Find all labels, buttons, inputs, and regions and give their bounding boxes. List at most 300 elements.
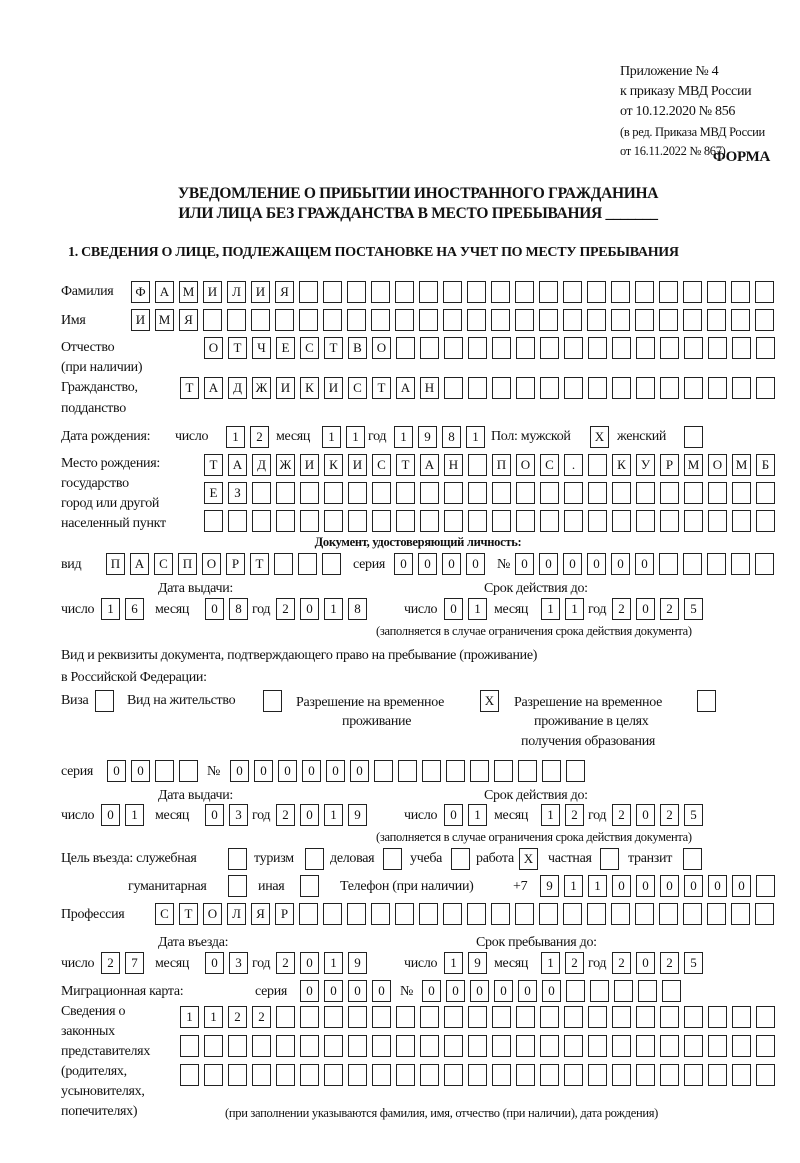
cell-phone[interactable]: 0 [708, 875, 727, 897]
cell-doc-kind[interactable]: А [130, 553, 149, 575]
cell-phone[interactable]: 0 [684, 875, 703, 897]
cell-stay-day[interactable]: 1 [444, 952, 463, 974]
cell-patronymic[interactable] [708, 337, 727, 359]
cell-surname[interactable] [515, 281, 534, 303]
cell-birthplace2[interactable] [612, 482, 631, 504]
cell-reps1[interactable] [492, 1006, 511, 1028]
cell-doc-valid-year[interactable]: 2 [612, 598, 631, 620]
cell-birthplace1[interactable]: М [732, 454, 751, 476]
cell-patronymic[interactable] [492, 337, 511, 359]
checkbox-purpose-other[interactable] [300, 875, 319, 897]
cell-birthplace3[interactable] [612, 510, 631, 532]
cell-patronymic[interactable]: О [372, 337, 391, 359]
cell-doc-kind[interactable] [322, 553, 341, 575]
cell-stay-year[interactable]: 2 [612, 952, 631, 974]
cell-reps2[interactable] [684, 1035, 703, 1057]
cell-birthplace2[interactable] [420, 482, 439, 504]
cell-birthplace3[interactable] [732, 510, 751, 532]
cell-phone[interactable]: 0 [636, 875, 655, 897]
cell-reps1[interactable] [708, 1006, 727, 1028]
cell-entry-year[interactable]: 2 [276, 952, 295, 974]
cell-reps3[interactable] [756, 1064, 775, 1086]
cell-profession[interactable]: Р [275, 903, 294, 925]
cell-citizenship[interactable]: Д [228, 377, 247, 399]
cell-birth-year[interactable]: 1 [466, 426, 485, 448]
cell-birthplace1[interactable]: А [228, 454, 247, 476]
cell-birthplace2[interactable] [516, 482, 535, 504]
cell-doc-kind[interactable]: Т [250, 553, 269, 575]
cell-doc-number[interactable]: 0 [635, 553, 654, 575]
cell-birthplace2[interactable] [708, 482, 727, 504]
cell-reps1[interactable]: 1 [204, 1006, 223, 1028]
cell-reps3[interactable] [324, 1064, 343, 1086]
cell-birthplace3[interactable] [420, 510, 439, 532]
cell-patronymic[interactable]: О [204, 337, 223, 359]
cell-mc-number[interactable] [566, 980, 585, 1002]
cell-reps3[interactable] [660, 1064, 679, 1086]
cell-doc-issue-year[interactable]: 2 [276, 598, 295, 620]
cell-name[interactable] [515, 309, 534, 331]
cell-birth-month[interactable]: 1 [322, 426, 341, 448]
cell-birthplace2[interactable] [564, 482, 583, 504]
cell-birthplace3[interactable] [468, 510, 487, 532]
cell-doc-issue-day[interactable]: 6 [125, 598, 144, 620]
cell-reps3[interactable] [276, 1064, 295, 1086]
cell-birthplace2[interactable] [492, 482, 511, 504]
cell-reps2[interactable] [276, 1035, 295, 1057]
cell-permit-valid-year[interactable]: 2 [612, 804, 631, 826]
cell-doc-series[interactable]: 0 [442, 553, 461, 575]
cell-name[interactable] [659, 309, 678, 331]
cell-birth-day[interactable]: 1 [226, 426, 245, 448]
cell-citizenship[interactable] [612, 377, 631, 399]
cell-surname[interactable] [443, 281, 462, 303]
cell-reps2[interactable] [468, 1035, 487, 1057]
cell-doc-number[interactable] [731, 553, 750, 575]
cell-doc-kind[interactable]: П [106, 553, 125, 575]
cell-reps1[interactable] [324, 1006, 343, 1028]
cell-citizenship[interactable]: С [348, 377, 367, 399]
cell-profession[interactable] [635, 903, 654, 925]
cell-birthplace3[interactable] [492, 510, 511, 532]
cell-phone[interactable]: 0 [612, 875, 631, 897]
cell-birthplace2[interactable] [396, 482, 415, 504]
cell-reps1[interactable] [588, 1006, 607, 1028]
cell-permit-number[interactable] [374, 760, 393, 782]
cell-profession[interactable] [755, 903, 774, 925]
cell-birthplace1[interactable]: О [516, 454, 535, 476]
checkbox-purpose-service[interactable] [228, 848, 247, 870]
cell-name[interactable] [443, 309, 462, 331]
cell-patronymic[interactable]: Т [228, 337, 247, 359]
cell-phone[interactable]: 1 [564, 875, 583, 897]
cell-name[interactable] [419, 309, 438, 331]
cell-reps1[interactable] [300, 1006, 319, 1028]
cell-permit-number[interactable]: 0 [302, 760, 321, 782]
cell-birthplace2[interactable] [300, 482, 319, 504]
cell-doc-series[interactable]: 0 [418, 553, 437, 575]
cell-doc-kind[interactable] [298, 553, 317, 575]
cell-birthplace1[interactable]: Ж [276, 454, 295, 476]
cell-entry-month[interactable]: 0 [205, 952, 224, 974]
cell-patronymic[interactable] [468, 337, 487, 359]
cell-surname[interactable] [419, 281, 438, 303]
cell-name[interactable] [635, 309, 654, 331]
cell-birth-year[interactable]: 1 [394, 426, 413, 448]
cell-profession[interactable] [467, 903, 486, 925]
cell-stay-day[interactable]: 9 [468, 952, 487, 974]
cell-doc-issue-year[interactable]: 8 [348, 598, 367, 620]
cell-birthplace3[interactable] [396, 510, 415, 532]
cell-doc-kind[interactable]: П [178, 553, 197, 575]
cell-doc-kind[interactable]: С [154, 553, 173, 575]
cell-permit-issue-day[interactable]: 0 [101, 804, 120, 826]
cell-mc-series[interactable]: 0 [348, 980, 367, 1002]
cell-reps3[interactable] [252, 1064, 271, 1086]
cell-citizenship[interactable]: Ж [252, 377, 271, 399]
cell-birthplace2[interactable] [756, 482, 775, 504]
cell-patronymic[interactable] [588, 337, 607, 359]
cell-entry-year[interactable]: 9 [348, 952, 367, 974]
cell-birthplace3[interactable] [516, 510, 535, 532]
cell-birthplace1[interactable]: М [684, 454, 703, 476]
cell-name[interactable] [707, 309, 726, 331]
cell-profession[interactable] [587, 903, 606, 925]
cell-birthplace1[interactable]: П [492, 454, 511, 476]
checkbox-purpose-private[interactable] [600, 848, 619, 870]
cell-surname[interactable] [587, 281, 606, 303]
cell-patronymic[interactable] [612, 337, 631, 359]
cell-reps2[interactable] [732, 1035, 751, 1057]
cell-permit-series[interactable]: 0 [107, 760, 126, 782]
cell-permit-number[interactable] [422, 760, 441, 782]
cell-birthplace1[interactable]: И [348, 454, 367, 476]
checkbox-residence[interactable] [263, 690, 282, 712]
cell-profession[interactable]: О [203, 903, 222, 925]
cell-reps2[interactable] [180, 1035, 199, 1057]
cell-birthplace2[interactable] [372, 482, 391, 504]
cell-reps2[interactable] [252, 1035, 271, 1057]
cell-permit-issue-year[interactable]: 9 [348, 804, 367, 826]
cell-reps2[interactable] [636, 1035, 655, 1057]
cell-permit-series[interactable]: 0 [131, 760, 150, 782]
cell-profession[interactable] [539, 903, 558, 925]
cell-birthplace3[interactable] [372, 510, 391, 532]
cell-reps2[interactable] [396, 1035, 415, 1057]
cell-reps3[interactable] [540, 1064, 559, 1086]
cell-profession[interactable] [419, 903, 438, 925]
cell-birthplace2[interactable] [444, 482, 463, 504]
cell-permit-number[interactable]: 0 [278, 760, 297, 782]
cell-reps2[interactable] [660, 1035, 679, 1057]
cell-birth-year[interactable]: 8 [442, 426, 461, 448]
checkbox-purpose-work[interactable]: X [519, 848, 538, 870]
cell-doc-issue-day[interactable]: 1 [101, 598, 120, 620]
cell-doc-number[interactable] [659, 553, 678, 575]
cell-reps2[interactable] [420, 1035, 439, 1057]
cell-birthplace1[interactable]: С [540, 454, 559, 476]
cell-mc-series[interactable]: 0 [300, 980, 319, 1002]
cell-permit-valid-year[interactable]: 0 [636, 804, 655, 826]
checkbox-purpose-humanitarian[interactable] [228, 875, 247, 897]
cell-birthplace1[interactable] [468, 454, 487, 476]
cell-birthplace1[interactable]: А [420, 454, 439, 476]
cell-reps3[interactable] [204, 1064, 223, 1086]
cell-doc-kind[interactable]: Р [226, 553, 245, 575]
cell-reps3[interactable] [396, 1064, 415, 1086]
cell-surname[interactable] [467, 281, 486, 303]
cell-permit-number[interactable] [470, 760, 489, 782]
cell-doc-valid-day[interactable]: 1 [468, 598, 487, 620]
cell-reps3[interactable] [420, 1064, 439, 1086]
cell-name[interactable] [203, 309, 222, 331]
cell-name[interactable] [587, 309, 606, 331]
cell-doc-issue-month[interactable]: 0 [205, 598, 224, 620]
cell-birthplace1[interactable]: Б [756, 454, 775, 476]
cell-permit-issue-year[interactable]: 2 [276, 804, 295, 826]
cell-surname[interactable] [683, 281, 702, 303]
cell-phone[interactable]: 1 [588, 875, 607, 897]
cell-reps3[interactable] [588, 1064, 607, 1086]
cell-citizenship[interactable] [756, 377, 775, 399]
cell-birthplace3[interactable] [588, 510, 607, 532]
cell-reps2[interactable] [324, 1035, 343, 1057]
cell-citizenship[interactable]: К [300, 377, 319, 399]
cell-birthplace2[interactable] [684, 482, 703, 504]
cell-surname[interactable]: Ф [131, 281, 150, 303]
cell-patronymic[interactable] [660, 337, 679, 359]
cell-name[interactable] [611, 309, 630, 331]
cell-citizenship[interactable] [540, 377, 559, 399]
cell-profession[interactable] [683, 903, 702, 925]
cell-permit-series[interactable] [179, 760, 198, 782]
cell-surname[interactable] [563, 281, 582, 303]
cell-stay-month[interactable]: 1 [541, 952, 560, 974]
cell-reps1[interactable]: 1 [180, 1006, 199, 1028]
cell-surname[interactable] [491, 281, 510, 303]
cell-permit-number[interactable] [446, 760, 465, 782]
cell-birthplace3[interactable] [540, 510, 559, 532]
cell-doc-kind[interactable] [274, 553, 293, 575]
checkbox-sex-female[interactable] [684, 426, 703, 448]
cell-stay-year[interactable]: 2 [660, 952, 679, 974]
cell-permit-number[interactable] [518, 760, 537, 782]
cell-name[interactable]: И [131, 309, 150, 331]
cell-permit-number[interactable]: 0 [350, 760, 369, 782]
cell-mc-number[interactable] [638, 980, 657, 1002]
cell-birthplace2[interactable] [468, 482, 487, 504]
cell-mc-series[interactable]: 0 [324, 980, 343, 1002]
cell-surname[interactable]: М [179, 281, 198, 303]
cell-citizenship[interactable]: Т [372, 377, 391, 399]
cell-permit-valid-month[interactable]: 1 [541, 804, 560, 826]
cell-reps2[interactable] [492, 1035, 511, 1057]
cell-reps3[interactable] [492, 1064, 511, 1086]
cell-citizenship[interactable] [444, 377, 463, 399]
cell-reps2[interactable] [444, 1035, 463, 1057]
cell-patronymic[interactable]: Е [276, 337, 295, 359]
cell-reps2[interactable] [372, 1035, 391, 1057]
cell-citizenship[interactable] [564, 377, 583, 399]
cell-profession[interactable] [323, 903, 342, 925]
cell-patronymic[interactable] [420, 337, 439, 359]
cell-surname[interactable] [395, 281, 414, 303]
cell-phone[interactable]: 9 [540, 875, 559, 897]
checkbox-sex-male[interactable]: X [590, 426, 609, 448]
cell-reps1[interactable] [468, 1006, 487, 1028]
cell-profession[interactable] [611, 903, 630, 925]
cell-citizenship[interactable] [708, 377, 727, 399]
cell-stay-year[interactable]: 5 [684, 952, 703, 974]
cell-reps3[interactable] [468, 1064, 487, 1086]
cell-birthplace3[interactable] [756, 510, 775, 532]
cell-name[interactable] [323, 309, 342, 331]
cell-surname[interactable]: И [251, 281, 270, 303]
cell-permit-issue-year[interactable]: 1 [324, 804, 343, 826]
cell-entry-year[interactable]: 0 [300, 952, 319, 974]
cell-citizenship[interactable]: И [324, 377, 343, 399]
cell-citizenship[interactable] [660, 377, 679, 399]
cell-reps3[interactable] [564, 1064, 583, 1086]
cell-birthplace3[interactable] [684, 510, 703, 532]
cell-reps2[interactable] [564, 1035, 583, 1057]
cell-reps1[interactable] [444, 1006, 463, 1028]
cell-patronymic[interactable] [732, 337, 751, 359]
cell-profession[interactable] [563, 903, 582, 925]
cell-reps1[interactable] [612, 1006, 631, 1028]
cell-birthplace1[interactable]: Н [444, 454, 463, 476]
cell-surname[interactable] [323, 281, 342, 303]
cell-doc-number[interactable]: 0 [539, 553, 558, 575]
cell-birthplace2[interactable]: Е [204, 482, 223, 504]
cell-citizenship[interactable]: А [204, 377, 223, 399]
cell-mc-number[interactable]: 0 [518, 980, 537, 1002]
cell-doc-number[interactable]: 0 [563, 553, 582, 575]
cell-birthplace1[interactable]: . [564, 454, 583, 476]
cell-birthplace2[interactable] [324, 482, 343, 504]
cell-birthplace3[interactable] [276, 510, 295, 532]
cell-doc-kind[interactable]: О [202, 553, 221, 575]
cell-reps3[interactable] [516, 1064, 535, 1086]
cell-birth-year[interactable]: 9 [418, 426, 437, 448]
cell-birthplace1[interactable] [588, 454, 607, 476]
cell-reps1[interactable] [732, 1006, 751, 1028]
cell-patronymic[interactable] [516, 337, 535, 359]
cell-birth-day[interactable]: 2 [250, 426, 269, 448]
cell-name[interactable]: Я [179, 309, 198, 331]
cell-doc-issue-month[interactable]: 8 [229, 598, 248, 620]
cell-name[interactable] [227, 309, 246, 331]
cell-mc-number[interactable] [614, 980, 633, 1002]
cell-profession[interactable]: С [155, 903, 174, 925]
cell-citizenship[interactable]: Т [180, 377, 199, 399]
cell-patronymic[interactable] [636, 337, 655, 359]
cell-patronymic[interactable]: С [300, 337, 319, 359]
cell-phone[interactable]: 0 [660, 875, 679, 897]
cell-doc-issue-year[interactable]: 0 [300, 598, 319, 620]
cell-citizenship[interactable] [516, 377, 535, 399]
cell-birthplace2[interactable] [540, 482, 559, 504]
cell-doc-valid-month[interactable]: 1 [541, 598, 560, 620]
cell-citizenship[interactable] [588, 377, 607, 399]
cell-reps3[interactable] [732, 1064, 751, 1086]
cell-surname[interactable] [611, 281, 630, 303]
cell-reps3[interactable] [636, 1064, 655, 1086]
cell-patronymic[interactable] [444, 337, 463, 359]
cell-profession[interactable] [443, 903, 462, 925]
cell-reps2[interactable] [516, 1035, 535, 1057]
cell-reps3[interactable] [348, 1064, 367, 1086]
cell-reps1[interactable] [540, 1006, 559, 1028]
cell-doc-series[interactable]: 0 [394, 553, 413, 575]
cell-mc-number[interactable] [590, 980, 609, 1002]
cell-doc-number[interactable]: 0 [587, 553, 606, 575]
cell-birthplace2[interactable] [732, 482, 751, 504]
cell-mc-series[interactable]: 0 [372, 980, 391, 1002]
cell-birthplace1[interactable]: Р [660, 454, 679, 476]
cell-mc-number[interactable]: 0 [470, 980, 489, 1002]
cell-entry-day[interactable]: 7 [125, 952, 144, 974]
cell-profession[interactable] [491, 903, 510, 925]
cell-permit-valid-year[interactable]: 2 [660, 804, 679, 826]
checkbox-trp[interactable]: X [480, 690, 499, 712]
cell-patronymic[interactable] [756, 337, 775, 359]
checkbox-purpose-transit[interactable] [683, 848, 702, 870]
cell-reps2[interactable] [228, 1035, 247, 1057]
cell-surname[interactable] [299, 281, 318, 303]
cell-reps3[interactable] [684, 1064, 703, 1086]
cell-surname[interactable]: Л [227, 281, 246, 303]
checkbox-visa[interactable] [95, 690, 114, 712]
cell-reps3[interactable] [180, 1064, 199, 1086]
cell-doc-number[interactable] [707, 553, 726, 575]
cell-reps1[interactable] [396, 1006, 415, 1028]
cell-doc-series[interactable]: 0 [466, 553, 485, 575]
cell-birthplace2[interactable] [660, 482, 679, 504]
cell-doc-number[interactable] [683, 553, 702, 575]
cell-reps1[interactable] [660, 1006, 679, 1028]
cell-birthplace3[interactable] [444, 510, 463, 532]
cell-patronymic[interactable]: Ч [252, 337, 271, 359]
cell-patronymic[interactable] [684, 337, 703, 359]
cell-name[interactable] [539, 309, 558, 331]
cell-birthplace3[interactable] [708, 510, 727, 532]
cell-birthplace1[interactable]: Т [204, 454, 223, 476]
cell-surname[interactable] [731, 281, 750, 303]
cell-permit-number[interactable] [566, 760, 585, 782]
cell-permit-number[interactable]: 0 [254, 760, 273, 782]
cell-birthplace1[interactable]: К [612, 454, 631, 476]
cell-citizenship[interactable] [492, 377, 511, 399]
cell-mc-number[interactable] [662, 980, 681, 1002]
cell-patronymic[interactable] [396, 337, 415, 359]
cell-reps2[interactable] [300, 1035, 319, 1057]
cell-reps2[interactable] [588, 1035, 607, 1057]
cell-profession[interactable] [515, 903, 534, 925]
cell-stay-year[interactable]: 0 [636, 952, 655, 974]
cell-doc-valid-year[interactable]: 5 [684, 598, 703, 620]
cell-citizenship[interactable]: И [276, 377, 295, 399]
cell-patronymic[interactable] [564, 337, 583, 359]
cell-birthplace2[interactable] [588, 482, 607, 504]
cell-name[interactable] [395, 309, 414, 331]
cell-reps2[interactable] [612, 1035, 631, 1057]
cell-birthplace3[interactable] [636, 510, 655, 532]
cell-birthplace3[interactable] [204, 510, 223, 532]
cell-reps3[interactable] [300, 1064, 319, 1086]
cell-profession[interactable] [659, 903, 678, 925]
cell-permit-valid-day[interactable]: 0 [444, 804, 463, 826]
